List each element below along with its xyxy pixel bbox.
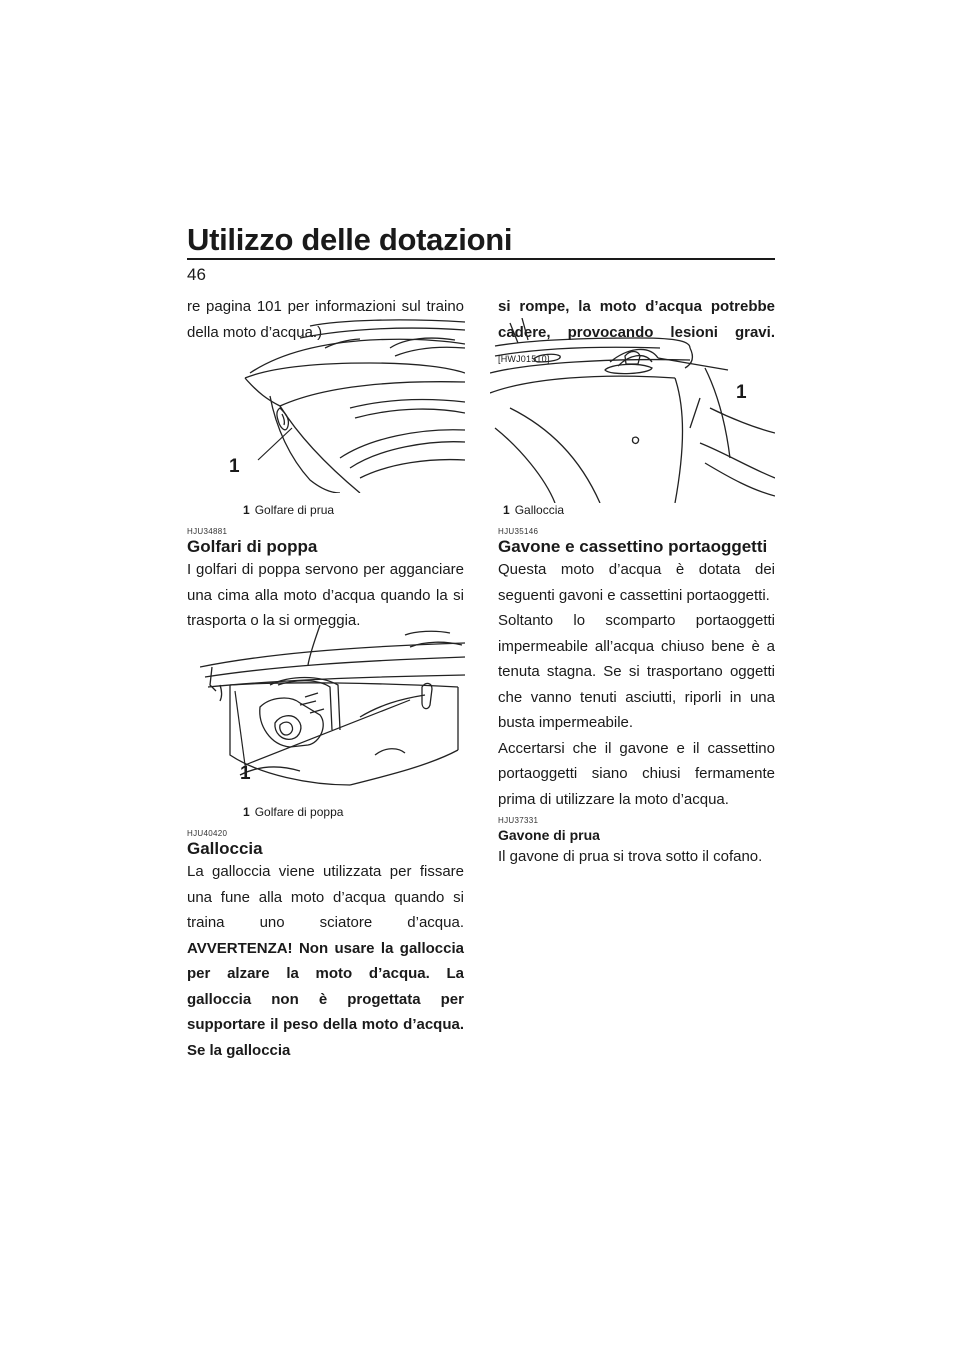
caption-text: Golfare di prua bbox=[254, 503, 335, 517]
storage-paragraph-2: Soltanto lo scomparto portaoggetti impermeabile all’acqua chiuso bene è a tenuta stagna. Se si trasportano oggetti che vanno tenuti asciutti, riporli in una busta impermeabile. bbox=[498, 612, 775, 731]
subsection-body: Il gavone di prua si trova sotto il cofano. bbox=[498, 848, 763, 865]
figure-bow-eye bbox=[240, 318, 465, 493]
storage-paragraph-1: Questa moto d’acqua è dotata dei seguenti gavoni e cassettini portaoggetti. bbox=[498, 561, 775, 604]
warning-continuation-text: si rompe, la moto d’acqua potrebbe cadere, provocando lesioni gravi. bbox=[498, 298, 775, 341]
caption-number: 1 bbox=[243, 805, 250, 819]
bow-eye-illustration bbox=[240, 318, 465, 493]
title-rule bbox=[187, 258, 775, 260]
subsection-code: HJU37331 bbox=[498, 816, 539, 825]
caption-text: Golfare di poppa bbox=[254, 805, 344, 819]
section-cleat bbox=[187, 829, 464, 1063]
figure-stern-eyes-callout: 1 bbox=[240, 763, 251, 784]
page-title: Utilizzo delle dotazioni bbox=[187, 222, 513, 257]
figure-cleat bbox=[490, 318, 775, 503]
section-heading: Golfari di poppa bbox=[187, 537, 318, 556]
section-heading: Gavone e cassettino portaoggetti bbox=[498, 537, 768, 556]
section-storage bbox=[498, 527, 775, 870]
storage-paragraph-3: Accertarsi che il gavone e il cassettino portaoggetti siano chiusi fermamente prima di utilizzare la moto d’acqua. bbox=[498, 739, 775, 808]
figure-cleat-caption bbox=[503, 503, 564, 517]
intro-paragraph: re pagina 101 per informazioni sul traino della moto d’acqua.) bbox=[187, 298, 464, 341]
section-stern-eyes bbox=[187, 527, 464, 634]
section-code: HJU40420 bbox=[187, 829, 228, 838]
section-body: I golfari di poppa servono per agganciare una cima alla moto d’acqua quando la si trasporta o la si ormeggia. bbox=[187, 561, 464, 629]
cleat-warning: AVVERTENZA! Non usare la galloccia per alzare la moto d’acqua. La galloccia non è progettata per supportare il peso della moto d’acqua. Se la galloccia bbox=[187, 939, 464, 1059]
page-number: 46 bbox=[187, 265, 206, 284]
figure-cleat-callout: 1 bbox=[736, 382, 747, 403]
section-code: HJU35146 bbox=[498, 527, 539, 536]
cleat-illustration bbox=[490, 318, 775, 503]
caption-number: 1 bbox=[503, 503, 510, 517]
section-code: HJU34881 bbox=[187, 527, 228, 536]
figure-stern-eyes-caption bbox=[243, 805, 343, 819]
figure-bow-eye-caption bbox=[243, 503, 334, 517]
section-body bbox=[187, 859, 464, 1063]
subsection-heading: Gavone di prua bbox=[498, 827, 600, 843]
caption-text: Galloccia bbox=[514, 503, 565, 517]
cleat-body: La galloccia viene utilizzata per fissare una fune alla moto d’acqua quando si traina uno sciatore d’acqua. bbox=[187, 863, 464, 931]
section-heading: Galloccia bbox=[187, 839, 263, 858]
figure-bow-eye-callout: 1 bbox=[229, 456, 240, 477]
caption-number: 1 bbox=[243, 503, 250, 517]
warning-ref-code: [HWJ01510] bbox=[498, 354, 550, 364]
